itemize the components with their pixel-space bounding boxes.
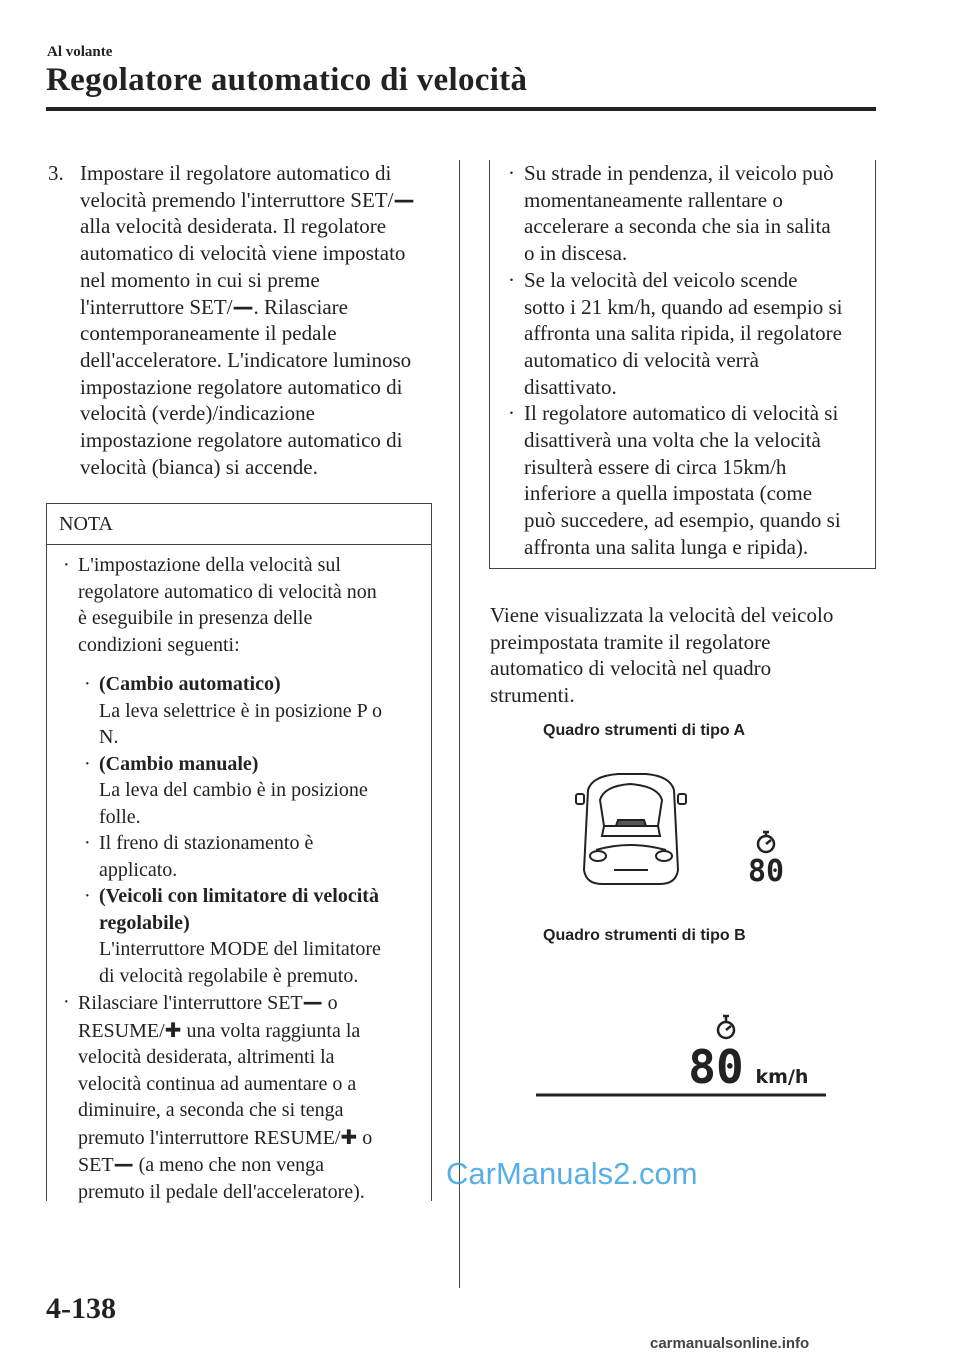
column-divider: [459, 160, 460, 1288]
bullet-dot: ·: [84, 832, 91, 854]
display-paragraph: Viene visualizzata la velocità del veicolo preimpostata tramite il regolatore automatico di velocità nel quadro strumenti.: [490, 603, 834, 708]
nota-sub-bullet: · (Cambio manuale) La leva del cambio è in posizione folle.: [84, 752, 368, 828]
section-label: Al volante: [47, 44, 113, 60]
step-line: contemporaneamente il pedale: [80, 321, 337, 346]
step-line: impostazione regolatore automatico di: [80, 374, 403, 399]
nota-bullet-release: · Rilasciare l'interruttore SET— o RESUME/✚ una volta raggiunta la velocità desiderata, altrimenti la velocità continua ad aumentare o a diminuire, a seconda che si tenga premuto l'interruttore RESUME/✚ o SET— (a meno che non venga premuto il pedale dell'acceleratore).: [63, 990, 373, 1203]
nota-heading: NOTA: [47, 504, 431, 545]
nota-sub-bullet: · (Cambio automatico) La leva selettrice è in posizione P o N.: [84, 673, 383, 748]
bullet-dot: ·: [508, 267, 515, 292]
step-line: alla velocità desiderata. Il regolatore: [80, 214, 387, 239]
minus-icon: —: [232, 294, 254, 319]
caption-type-b: Quadro strumenti di tipo B: [543, 927, 746, 944]
step-line: automatico di velocità viene impostato: [80, 241, 406, 266]
step-line: l'interruttore SET/—. Rilasciare: [80, 294, 348, 319]
bullet-dot: ·: [84, 673, 91, 695]
bullet-dot: ·: [508, 401, 515, 426]
caption-type-a: Quadro strumenti di tipo A: [543, 722, 746, 739]
step-line: velocità premendo l'interruttore SET/—: [80, 187, 415, 212]
box-bullet: · Il regolatore automatico di velocità si disattiverà una volta che la velocità risulterà essere di circa 15km/h inferiore a quella impostata (come può succedere, ad esempio, quando si affronta una salita lunga e ripida).: [508, 401, 841, 559]
nota-sub-bullet: · (Veicoli con limitatore di velocità regolabile) L'interruttore MODE del limitatore di velocità regolabile è premuto.: [84, 885, 381, 987]
cruise-control-indicator-icon: [758, 832, 774, 852]
minus-icon: —: [302, 990, 323, 1014]
step-3: [48, 160, 440, 480]
instrument-cluster-type-b: [536, 1010, 828, 1100]
nota-bullet-intro: · L'impostazione della velocità sul regolatore automatico di velocità non è eseguibile in presenza delle condizioni seguenti:: [63, 554, 377, 656]
bullet-dot: ·: [63, 991, 70, 1013]
bullet-dot: ·: [63, 554, 70, 576]
page-title: Regolatore automatico di velocità: [46, 62, 528, 98]
box-bullet: · Se la velocità del veicolo scende sotto i 21 km/h, quando ad esempio si affronta una salita ripida, il regolatore automatico di velocità verrà disattivato.: [508, 267, 843, 399]
title-rule: [46, 107, 876, 111]
nota-content: [47, 545, 431, 1205]
instrument-cluster-type-a: [560, 770, 800, 890]
plus-icon: ✚: [340, 1124, 358, 1149]
bullet-dot: ·: [84, 885, 91, 907]
step-line: velocità (bianca) si accende.: [80, 454, 318, 479]
speed-unit: km/h: [755, 1066, 809, 1088]
plus-icon: ✚: [164, 1017, 182, 1042]
minus-icon: —: [393, 187, 415, 212]
step-line: velocità (verde)/indicazione: [80, 401, 315, 426]
box-bullet: · Su strade in pendenza, il veicolo può momentaneamente rallentare o accelerare a seconda che sia in salita o in discesa.: [508, 161, 834, 266]
bullet-dot: ·: [508, 161, 515, 185]
nota-box: [46, 503, 432, 1201]
step-text: [80, 160, 440, 480]
step-line: nel momento in cui si preme: [80, 267, 320, 292]
nota-sub-bullet: · Il freno di stazionamento è applicato.: [84, 832, 314, 881]
site-watermark: carmanualsonline.info: [650, 1335, 810, 1352]
set-speed-b: 80: [688, 1040, 744, 1094]
bullet-dot: ·: [84, 752, 91, 775]
page-number: 4-138: [46, 1292, 116, 1325]
watermark-logo: CarManuals2.com: [446, 1156, 698, 1191]
set-speed-a: 80: [747, 854, 785, 889]
step-number: 3.: [48, 161, 64, 185]
minus-icon: —: [113, 1152, 134, 1176]
cruise-control-indicator-icon: [718, 1016, 734, 1038]
step-line: Impostare il regolatore automatico di: [80, 161, 392, 185]
step-line: impostazione regolatore automatico di: [80, 428, 403, 453]
car-top-view-icon: [576, 774, 686, 884]
caution-continuation-box: [489, 160, 876, 569]
step-line: dell'acceleratore. L'indicatore luminoso: [80, 347, 412, 372]
